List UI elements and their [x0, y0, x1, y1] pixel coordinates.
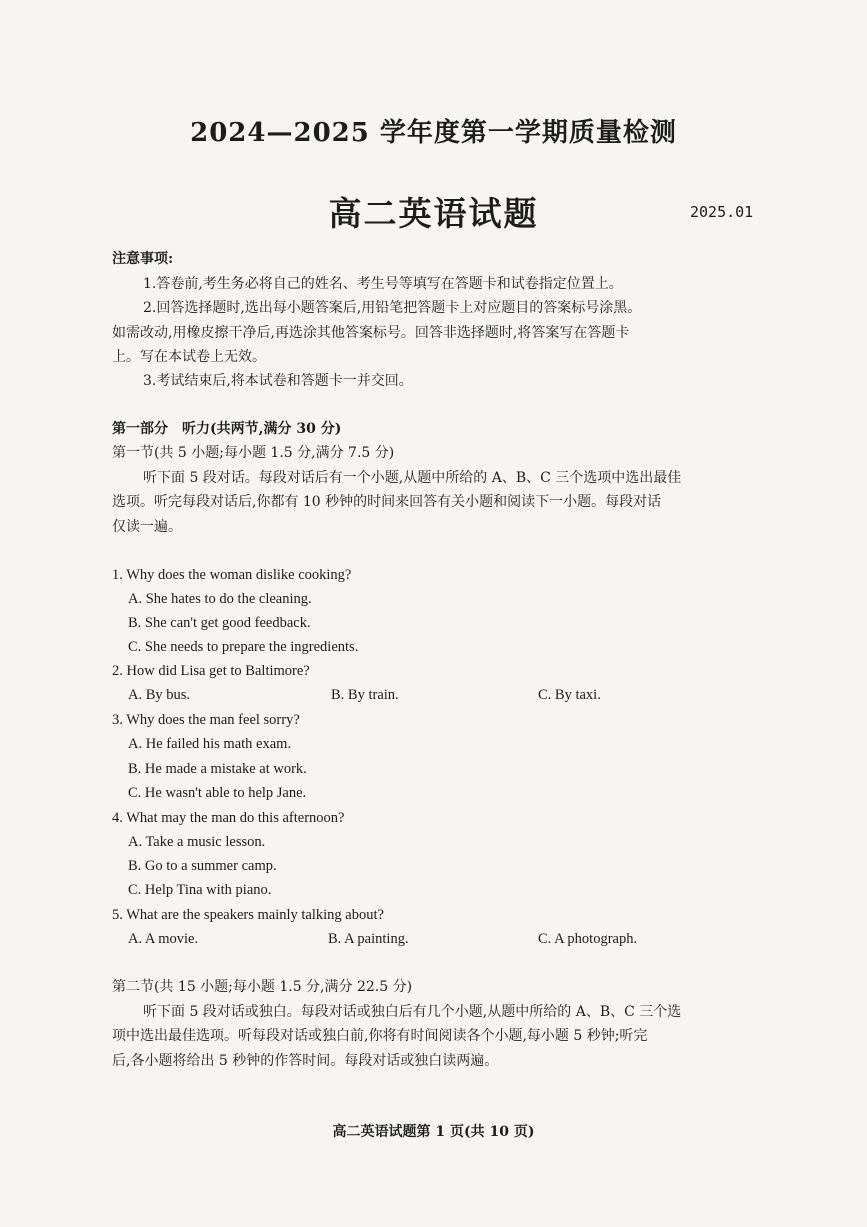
question-1-option-b: B. She can't get good feedback. — [128, 615, 311, 631]
notes-line-2: 2.回答选择题时,选出每小题答案后,用铅笔把答题卡上对应题目的答案标号涂黑。 — [143, 300, 642, 316]
notes-line-4: 上。写在本试卷上无效。 — [112, 349, 266, 365]
notes-line-5: 3.考试结束后,将本试卷和答题卡一并交回。 — [143, 373, 413, 389]
question-4: 4. What may the man do this afternoon? — [112, 810, 345, 826]
exam-term-title: 2024—2025 学年度第一学期质量检测 — [190, 118, 677, 148]
question-5-options — [0, 929, 867, 949]
question-1: 1. Why does the woman dislike cooking? — [112, 567, 352, 583]
question-5-option-a: A. A movie. — [128, 931, 199, 947]
question-2-option-c: C. By taxi. — [538, 687, 601, 703]
question-3-option-b: B. He made a mistake at work. — [128, 761, 307, 777]
question-5-option-c: C. A photograph. — [538, 931, 638, 947]
question-4-option-b: B. Go to a summer camp. — [128, 858, 277, 874]
notes-heading: 注意事项: — [112, 251, 174, 267]
section1-instruction-1: 听下面 5 段对话。每段对话后有一个小题,从题中所给的 A、B、C 三个选项中选出最佳 — [143, 470, 682, 486]
question-2-options — [0, 685, 867, 705]
question-4-option-a: A. Take a music lesson. — [128, 834, 266, 850]
notes-line-1: 1.答卷前,考生务必将自己的姓名、考生号等填写在答题卡和试卷指定位置上。 — [143, 276, 623, 292]
section2-instruction-3: 后,各小题将给出 5 秒钟的作答时间。每段对话或独白读两遍。 — [112, 1053, 499, 1069]
exam-date: 2025.01 — [690, 203, 754, 221]
section2-instruction-2: 项中选出最佳选项。听每段对话或独白前,你将有时间阅读各个小题,每小题 5 秒钟;听完 — [112, 1028, 648, 1044]
exam-subject-title: 高二英语试题 — [328, 194, 539, 233]
question-2-option-b: B. By train. — [331, 687, 399, 703]
page-footer: 高二英语试题第 1 页(共 10 页) — [332, 1124, 535, 1140]
question-3-option-a: A. He failed his math exam. — [128, 736, 292, 752]
notes-line-3: 如需改动,用橡皮擦干净后,再选涂其他答案标号。回答非选择题时,将答案写在答题卡 — [112, 325, 630, 341]
question-3: 3. Why does the man feel sorry? — [112, 712, 300, 728]
question-1-option-a: A. She hates to do the cleaning. — [128, 591, 312, 607]
question-5: 5. What are the speakers mainly talking about? — [112, 907, 384, 923]
section2-heading: 第二节(共 15 小题;每小题 1.5 分,满分 22.5 分) — [112, 979, 413, 995]
question-4-option-c: C. Help Tina with piano. — [128, 882, 272, 898]
question-3-option-c: C. He wasn't able to help Jane. — [128, 785, 307, 801]
section1-instruction-2: 选项。听完每段对话后,你都有 10 秒钟的时间来回答有关小题和阅读下一小题。每段对话 — [112, 494, 662, 510]
section1-instruction-3: 仅读一遍。 — [112, 519, 182, 535]
section1-heading: 第一节(共 5 小题;每小题 1.5 分,满分 7.5 分) — [112, 445, 395, 461]
question-1-option-c: C. She needs to prepare the ingredients. — [128, 639, 359, 655]
question-2-option-a: A. By bus. — [128, 687, 191, 703]
question-5-option-b: B. A painting. — [328, 931, 409, 947]
question-2: 2. How did Lisa get to Baltimore? — [112, 663, 310, 679]
section2-instruction-1: 听下面 5 段对话或独白。每段对话或独白后有几个小题,从题中所给的 A、B、C 三个选 — [143, 1004, 682, 1020]
part1-heading: 第一部分 听力(共两节,满分 30 分) — [112, 421, 342, 437]
